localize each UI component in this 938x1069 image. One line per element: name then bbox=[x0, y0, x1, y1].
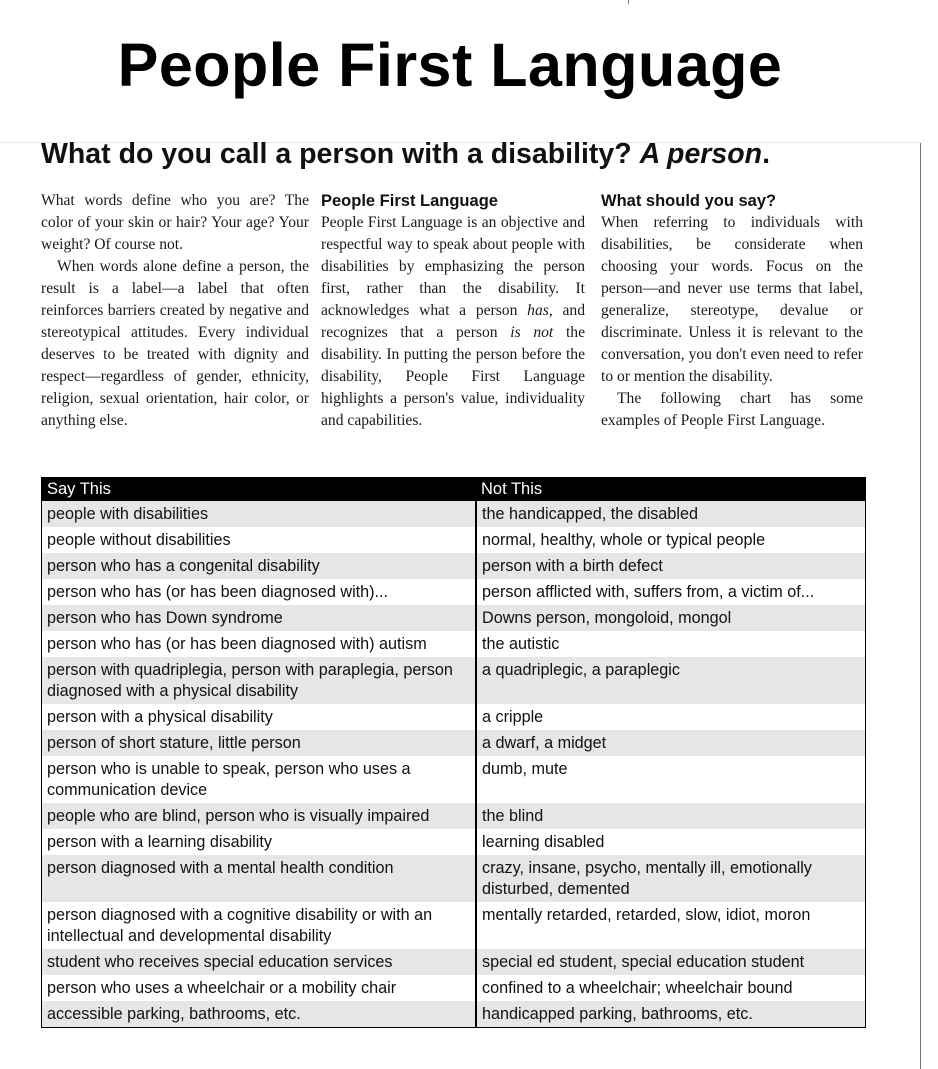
intro-paragraph-1: What words define who you are? The color of your skin or hair? Your age? Your weight? Of course not. bbox=[41, 192, 309, 253]
not-this-cell: a dwarf, a midget bbox=[476, 730, 866, 756]
table-row bbox=[42, 657, 866, 704]
table-row bbox=[42, 704, 866, 730]
pf-emphasis-has: has bbox=[527, 302, 549, 319]
table-row bbox=[42, 803, 866, 829]
chart-header-row bbox=[42, 477, 866, 501]
not-this-cell: confined to a wheelchair; wheelchair bound bbox=[476, 975, 866, 1001]
title-banner bbox=[0, 0, 938, 133]
not-this-cell: dumb, mute bbox=[476, 756, 866, 803]
table-row bbox=[42, 730, 866, 756]
people-first-paragraph bbox=[321, 212, 585, 432]
table-row bbox=[42, 829, 866, 855]
say-this-cell: person of short stature, little person bbox=[42, 730, 477, 756]
say-this-cell: student who receives special education services bbox=[42, 949, 477, 975]
pf-text-1: People First Language is an objective and respectful way to speak about people with disabilities by emphasizing the person first, rather than the disability. It acknowledges what a person bbox=[321, 214, 585, 319]
not-this-cell: the handicapped, the disabled bbox=[476, 501, 866, 527]
say-this-cell: person with quadriplegia, person with paraplegia, person diagnosed with a physical disability bbox=[42, 657, 477, 704]
table-row bbox=[42, 631, 866, 657]
headline-question: What do you call a person with a disability? bbox=[41, 138, 632, 170]
say-this-cell: people who are blind, person who is visually impaired bbox=[42, 803, 477, 829]
people-first-heading: People First Language bbox=[321, 192, 498, 210]
say-this-cell: person with a learning disability bbox=[42, 829, 477, 855]
headline-period: . bbox=[762, 138, 770, 170]
not-this-cell: the autistic bbox=[476, 631, 866, 657]
pf-text-3: the disability. In putting the person before the disability, People First Language highlights a person's value, individuality and capabilities. bbox=[321, 324, 586, 429]
language-chart bbox=[41, 477, 866, 1028]
table-row bbox=[42, 579, 866, 605]
say-this-cell: person who has a congenital disability bbox=[42, 553, 477, 579]
table-row bbox=[42, 605, 866, 631]
not-this-cell: person with a birth defect bbox=[476, 553, 866, 579]
say-this-cell: person who has Down syndrome bbox=[42, 605, 477, 631]
not-this-cell: mentally retarded, retarded, slow, idiot, moron bbox=[476, 902, 866, 949]
intro-paragraph-2: When words alone define a person, the result is a label—a label that often reinforces barriers created by negative and stereotypical attitudes. Every individual deserves to be treated with dignity and respect—regardless of gender, ethnicity, religion, sexual orientation, hair color, or anything else. bbox=[41, 258, 309, 429]
what-to-say-column bbox=[601, 190, 863, 432]
not-this-cell: learning disabled bbox=[476, 829, 866, 855]
headline-answer: A person bbox=[639, 138, 763, 170]
table-row bbox=[42, 553, 866, 579]
say-this-cell: person who uses a wheelchair or a mobility chair bbox=[42, 975, 477, 1001]
table-row bbox=[42, 501, 866, 527]
not-this-cell: the blind bbox=[476, 803, 866, 829]
page-right-edge bbox=[920, 143, 921, 1069]
say-this-cell: person who has (or has been diagnosed with) autism bbox=[42, 631, 477, 657]
say-this-cell: person with a physical disability bbox=[42, 704, 477, 730]
not-this-cell: normal, healthy, whole or typical people bbox=[476, 527, 866, 553]
pf-text-2: , and recognizes that a person bbox=[321, 302, 586, 341]
table-row bbox=[42, 756, 866, 803]
banner-title: People First Language bbox=[117, 31, 783, 99]
say-this-cell: person who is unable to speak, person who uses a communication device bbox=[42, 756, 477, 803]
header-not-this: Not This bbox=[476, 477, 866, 501]
not-this-cell: crazy, insane, psycho, mentally ill, emotionally disturbed, demented bbox=[476, 855, 866, 902]
not-this-cell: a cripple bbox=[476, 704, 866, 730]
say-this-cell: person who has (or has been diagnosed with)... bbox=[42, 579, 477, 605]
page-headline bbox=[41, 138, 770, 171]
say-this-cell: person diagnosed with a cognitive disability or with an intellectual and developmental disability bbox=[42, 902, 477, 949]
table-row bbox=[42, 527, 866, 553]
say-this-cell: accessible parking, bathrooms, etc. bbox=[42, 1001, 477, 1028]
say-this-cell: people without disabilities bbox=[42, 527, 477, 553]
pf-emphasis-is-not: is not bbox=[510, 324, 554, 341]
not-this-cell: special ed student, special education student bbox=[476, 949, 866, 975]
table-row bbox=[42, 949, 866, 975]
say-this-cell: people with disabilities bbox=[42, 501, 477, 527]
table-row bbox=[42, 975, 866, 1001]
not-this-cell: Downs person, mongoloid, mongol bbox=[476, 605, 866, 631]
header-say-this: Say This bbox=[42, 477, 477, 501]
not-this-cell: person afflicted with, suffers from, a victim of... bbox=[476, 579, 866, 605]
what-to-say-heading: What should you say? bbox=[601, 192, 777, 210]
not-this-cell: handicapped parking, bathrooms, etc. bbox=[476, 1001, 866, 1028]
not-this-cell: a quadriplegic, a paraplegic bbox=[476, 657, 866, 704]
what-to-say-paragraph-1: When referring to individuals with disabilities, be considerate when choosing your words. Focus on the person—and never use terms that label, generalize, stereotype, devalue or discriminate. Unless it is relevant to the conversation, you don't even need to refer to or mention the disability. bbox=[601, 214, 863, 385]
what-to-say-paragraph-2: The following chart has some examples of People First Language. bbox=[601, 390, 863, 429]
table-row bbox=[42, 1001, 866, 1028]
table-row bbox=[42, 902, 866, 949]
people-first-column bbox=[321, 190, 585, 432]
page-edge-mark bbox=[628, 0, 629, 4]
say-this-cell: person diagnosed with a mental health condition bbox=[42, 855, 477, 902]
table-row bbox=[42, 855, 866, 902]
intro-column bbox=[41, 190, 309, 432]
